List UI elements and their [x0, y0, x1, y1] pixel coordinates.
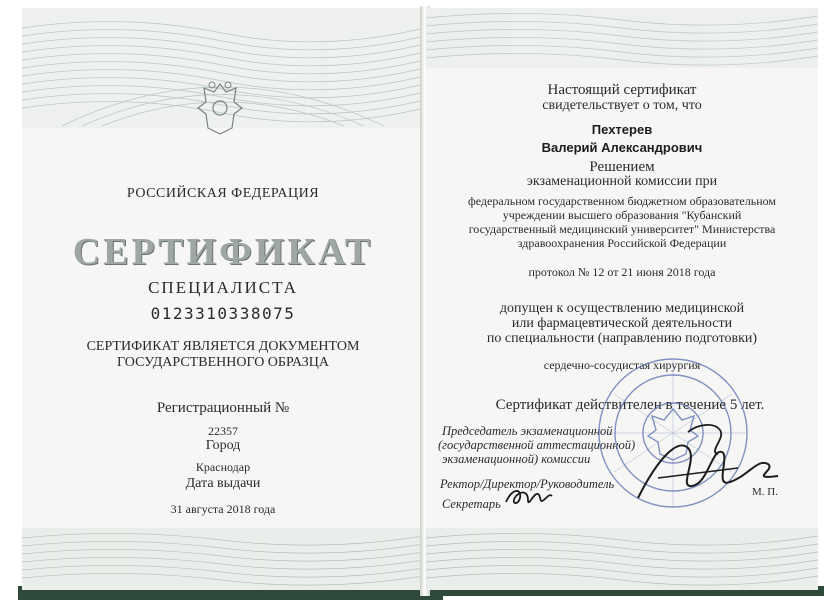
- document-note-line2: ГОСУДАРСТВЕННОГО ОБРАЗЦА: [117, 355, 329, 370]
- validity-line: Сертификат действителен в течение 5 лет.: [495, 397, 765, 413]
- reg-label: Регистрационный №: [156, 400, 290, 416]
- left-page: [22, 8, 425, 590]
- holder-name: Валерий Александрович: [541, 140, 703, 155]
- org-line1: федеральном государственном бюджетном образовательном: [467, 194, 777, 208]
- city-value: Краснодар: [195, 460, 251, 474]
- date-label: Дата выдачи: [185, 476, 261, 491]
- chair-line3: экзаменационной) комиссии: [442, 452, 591, 466]
- specialty-value: сердечно-сосудистая хирургия: [543, 358, 701, 372]
- org-line4: здравоохранения Российской Федерации: [517, 236, 727, 250]
- city-label: Город: [205, 438, 241, 453]
- org-line2: учреждении высшего образования "Кубанский: [502, 208, 742, 222]
- reg-value: 22357: [208, 424, 238, 438]
- intro-line2: свидетельствует о том, что: [542, 98, 702, 113]
- country-label: РОССИЙСКАЯ ФЕДЕРАЦИЯ: [126, 186, 320, 201]
- date-value: 31 августа 2018 года: [170, 502, 276, 516]
- admit-line1: допущен к осуществлению медицинской: [499, 301, 745, 316]
- admit-line3: по специальности (направлению подготовки): [486, 331, 758, 346]
- decision-line2: экзаменационной комиссии при: [526, 174, 718, 189]
- intro-line1: Настоящий сертификат: [547, 82, 697, 98]
- secretary-label: Секретарь: [442, 497, 501, 511]
- protocol-line: протокол № 12 от 21 июня 2018 года: [528, 265, 716, 279]
- decision-line1: Решением: [589, 159, 655, 175]
- certificate-subtitle: СПЕЦИАЛИСТА: [148, 278, 298, 297]
- mp-label: М. П.: [752, 486, 778, 498]
- guilloche-bottom-right: [426, 528, 818, 590]
- guilloche-top-right: [426, 8, 818, 68]
- holder-surname: Пехтерев: [591, 122, 653, 137]
- admit-line2: или фармацевтической деятельности: [511, 316, 733, 331]
- document-note-line1: СЕРТИФИКАТ ЯВЛЯЕТСЯ ДОКУМЕНТОМ: [86, 339, 360, 354]
- rector-label: Ректор/Директор/Руководитель: [440, 477, 615, 491]
- org-line3: государственный медицинский университет" Министерства: [468, 222, 776, 236]
- chair-signature-icon: [618, 418, 788, 508]
- coat-of-arms-icon: [192, 78, 248, 138]
- secretary-signature-icon: [502, 484, 554, 510]
- chair-line1: Председатель экзаменационной: [442, 424, 613, 438]
- chair-line2: (государственной аттестационной): [438, 438, 636, 452]
- certificate-number: 0123310338075: [150, 304, 296, 323]
- certificate-title: СЕРТИФИКАТ: [72, 231, 374, 273]
- guilloche-bottom-left: [22, 528, 424, 590]
